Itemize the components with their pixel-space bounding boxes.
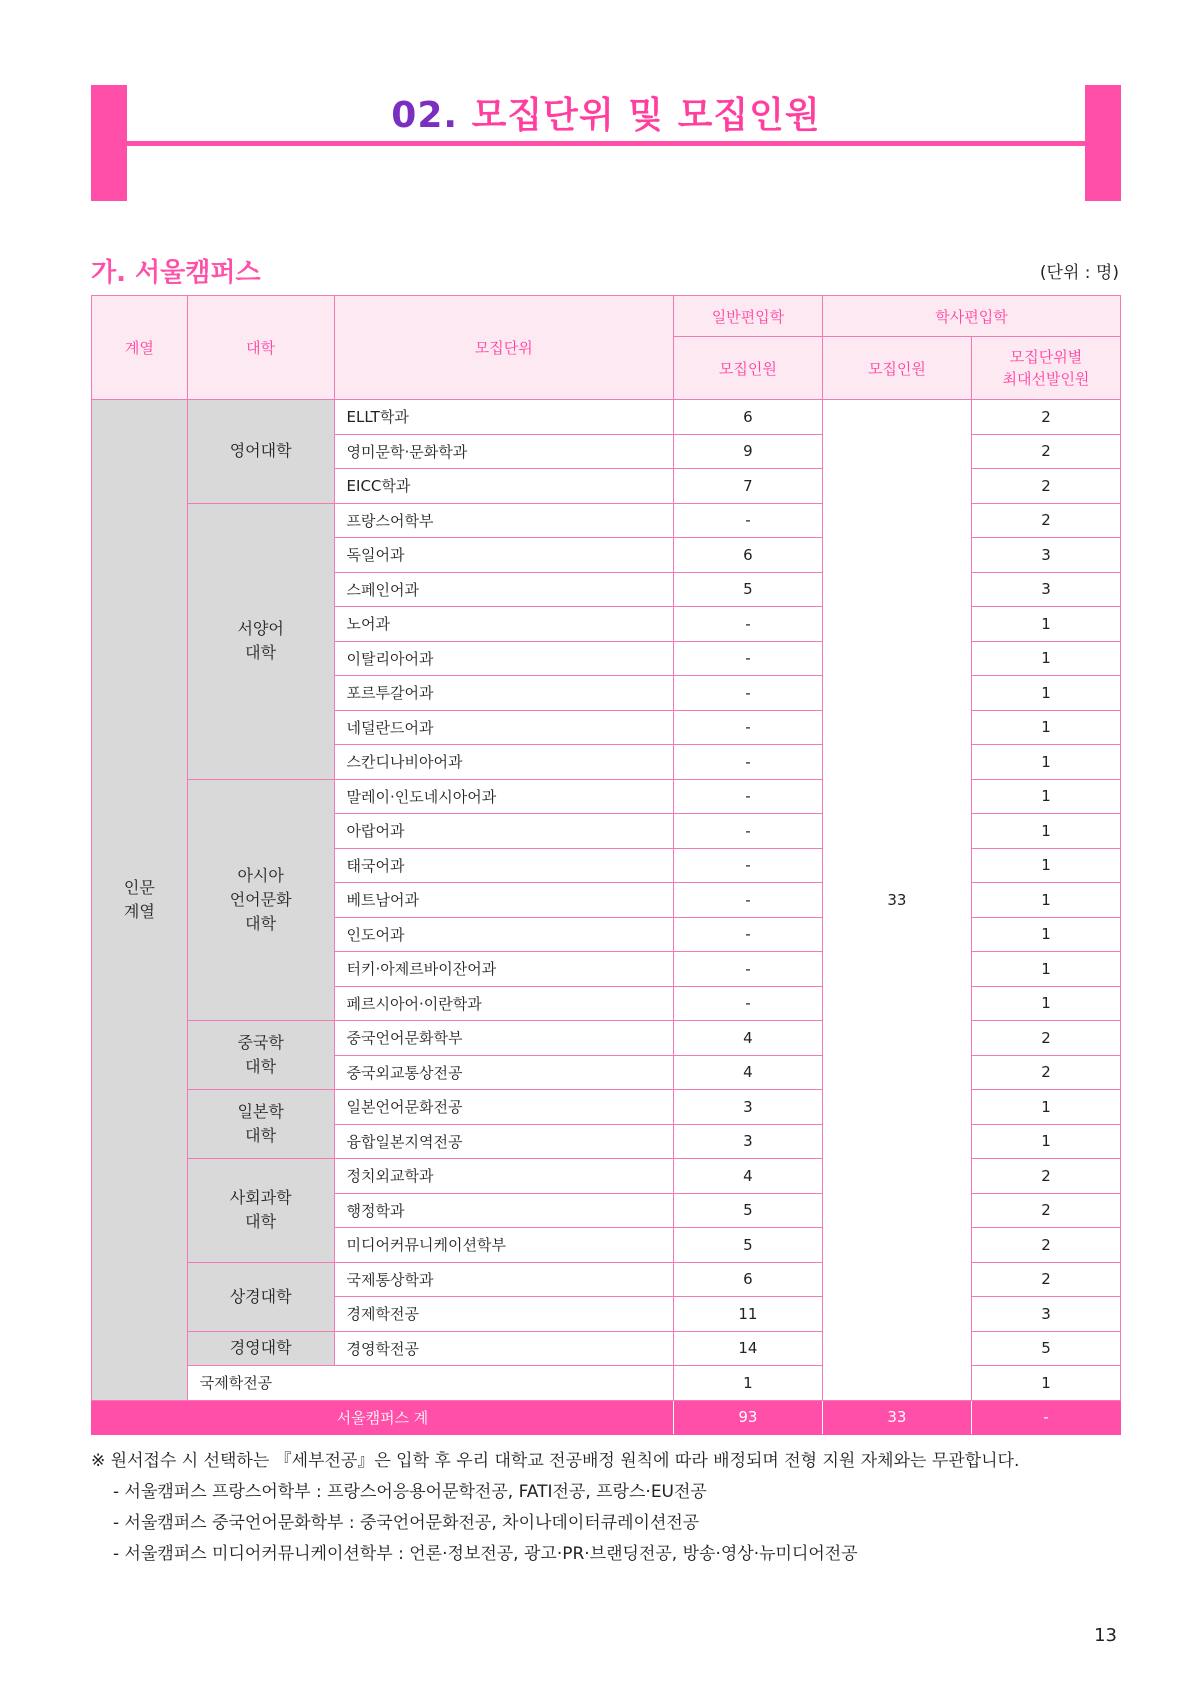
title-banner: [91, 85, 1121, 201]
max-selection-cell: 3: [971, 572, 1120, 607]
unit-cell: 아랍어과: [334, 814, 673, 849]
page-title-number: 02.: [391, 95, 459, 136]
general-count-cell: 5: [673, 1193, 822, 1228]
unit-cell: 행정학과: [334, 1193, 673, 1228]
max-selection-cell: 2: [971, 434, 1120, 469]
series-cell: 인문 계열: [92, 400, 188, 1401]
unit-cell: 중국외교통상전공: [334, 1055, 673, 1090]
college-cell: 서양어 대학: [187, 503, 334, 779]
notes: [91, 1446, 1131, 1570]
max-selection-cell: 1: [971, 676, 1120, 711]
note-item: - 서울캠퍼스 미디어커뮤니케이션학부 : 언론·정보전공, 광고·PR·브랜딩전공, 방송·영상·뉴미디어전공: [113, 1544, 858, 1564]
max-selection-cell: 2: [971, 1021, 1120, 1056]
general-count-cell: 9: [673, 434, 822, 469]
unit-cell: 포르투갈어과: [334, 676, 673, 711]
header-bachelor-count: 모집인원: [822, 337, 971, 400]
general-count-cell: 5: [673, 572, 822, 607]
college-cell: 아시아 언어문화 대학: [187, 779, 334, 1021]
unit-cell: 페르시아어·이란학과: [334, 986, 673, 1021]
unit-cell: 인도어과: [334, 917, 673, 952]
section-title: 가. 서울캠퍼스: [91, 258, 261, 288]
general-count-cell: 6: [673, 1262, 822, 1297]
general-count-cell: 6: [673, 400, 822, 435]
general-count-cell: 5: [673, 1228, 822, 1263]
bachelor-count-cell: 33: [822, 400, 971, 1401]
max-selection-cell: 1: [971, 986, 1120, 1021]
max-selection-cell: 2: [971, 503, 1120, 538]
unit-cell: 독일어과: [334, 538, 673, 573]
general-count-cell: 6: [673, 538, 822, 573]
unit-cell: 영미문학·문화학과: [334, 434, 673, 469]
admission-table: [91, 295, 1121, 1435]
max-selection-cell: 2: [971, 1159, 1120, 1194]
general-count-cell: 4: [673, 1021, 822, 1056]
unit-cell: 스칸디나비아어과: [334, 745, 673, 780]
note-item: - 서울캠퍼스 프랑스어학부 : 프랑스어응용어문학전공, FATI전공, 프랑스·EU전공: [113, 1482, 707, 1502]
unit-cell: 말레이·인도네시아어과: [334, 779, 673, 814]
max-selection-cell: 1: [971, 917, 1120, 952]
general-count-cell: 4: [673, 1055, 822, 1090]
max-selection-cell: 1: [971, 848, 1120, 883]
unit-cell: 융합일본지역전공: [334, 1124, 673, 1159]
general-count-cell: -: [673, 779, 822, 814]
college-cell: 중국학 대학: [187, 1021, 334, 1090]
note-main: ※ 원서접수 시 선택하는 『세부전공』은 입학 후 우리 대학교 전공배정 원칙에 따라 배정되며 전형 지원 자체와는 무관합니다.: [91, 1451, 1020, 1471]
general-count-cell: 4: [673, 1159, 822, 1194]
unit-cell: 경영학전공: [334, 1331, 673, 1366]
max-selection-cell: 1: [971, 1366, 1120, 1401]
max-selection-cell: 2: [971, 469, 1120, 504]
general-count-cell: 3: [673, 1124, 822, 1159]
header-general: 일반편입학: [673, 296, 822, 337]
max-selection-cell: 2: [971, 1193, 1120, 1228]
max-selection-cell: 5: [971, 1331, 1120, 1366]
general-count-cell: -: [673, 952, 822, 987]
unit-cell: 정치외교학과: [334, 1159, 673, 1194]
header-general-count: 모집인원: [673, 337, 822, 400]
general-count-cell: -: [673, 883, 822, 918]
general-count-cell: -: [673, 641, 822, 676]
max-selection-cell: 2: [971, 1262, 1120, 1297]
max-selection-cell: 1: [971, 779, 1120, 814]
unit-cell: 터키·아제르바이잔어과: [334, 952, 673, 987]
unit-cell: 노어과: [334, 607, 673, 642]
total-row: [92, 1400, 1121, 1435]
header-bachelor: 학사편입학: [822, 296, 1120, 337]
max-selection-cell: 1: [971, 1124, 1120, 1159]
unit-cell: 프랑스어학부: [334, 503, 673, 538]
unit-cell: 스페인어과: [334, 572, 673, 607]
header-series: 계열: [92, 296, 188, 400]
table-row: [92, 400, 1121, 435]
unit-cell: 경제학전공: [334, 1297, 673, 1332]
unit-cell: EICC학과: [334, 469, 673, 504]
page-title: [91, 87, 1121, 138]
general-count-cell: -: [673, 676, 822, 711]
max-selection-cell: 3: [971, 1297, 1120, 1332]
college-cell: 상경대학: [187, 1262, 334, 1331]
unit-cell: 국제학전공: [187, 1366, 673, 1401]
general-count-cell: -: [673, 848, 822, 883]
max-selection-cell: 2: [971, 1055, 1120, 1090]
general-count-cell: -: [673, 986, 822, 1021]
max-selection-cell: 2: [971, 1228, 1120, 1263]
unit-label: (단위 : 명): [1039, 263, 1119, 283]
general-count-cell: -: [673, 710, 822, 745]
college-cell: 경영대학: [187, 1331, 334, 1366]
general-count-cell: -: [673, 917, 822, 952]
max-selection-cell: 1: [971, 883, 1120, 918]
total-label: 서울캠퍼스 계: [92, 1400, 674, 1435]
general-count-cell: -: [673, 745, 822, 780]
max-selection-cell: 2: [971, 400, 1120, 435]
unit-cell: 미디어커뮤니케이션학부: [334, 1228, 673, 1263]
table-body: [92, 400, 1121, 1435]
unit-cell: 네덜란드어과: [334, 710, 673, 745]
header-college: 대학: [187, 296, 334, 400]
header-unit: 모집단위: [334, 296, 673, 400]
college-cell: 영어대학: [187, 400, 334, 504]
page-title-text: 모집단위 및 모집인원: [471, 95, 821, 136]
unit-cell: ELLT학과: [334, 400, 673, 435]
note-item: - 서울캠퍼스 중국언어문화학부 : 중국언어문화전공, 차이나데이터큐레이션전공: [113, 1513, 700, 1533]
general-count-cell: 14: [673, 1331, 822, 1366]
max-selection-cell: 1: [971, 814, 1120, 849]
banner-line: [127, 141, 1085, 146]
max-selection-cell: 1: [971, 745, 1120, 780]
general-count-cell: -: [673, 814, 822, 849]
max-selection-cell: 1: [971, 710, 1120, 745]
general-count-cell: 11: [673, 1297, 822, 1332]
max-selection-cell: 1: [971, 607, 1120, 642]
college-cell: 일본학 대학: [187, 1090, 334, 1159]
college-cell: 사회과학 대학: [187, 1159, 334, 1263]
unit-cell: 중국언어문화학부: [334, 1021, 673, 1056]
general-count-cell: -: [673, 607, 822, 642]
max-selection-cell: 3: [971, 538, 1120, 573]
unit-cell: 일본언어문화전공: [334, 1090, 673, 1125]
general-count-cell: -: [673, 503, 822, 538]
page-number: 13: [1094, 1625, 1117, 1646]
general-count-cell: 3: [673, 1090, 822, 1125]
max-selection-cell: 1: [971, 952, 1120, 987]
unit-cell: 이탈리아어과: [334, 641, 673, 676]
total-max: -: [971, 1400, 1120, 1435]
total-general: 93: [673, 1400, 822, 1435]
header-max-selection: 모집단위별 최대선발인원: [971, 337, 1120, 400]
max-selection-cell: 1: [971, 641, 1120, 676]
general-count-cell: 1: [673, 1366, 822, 1401]
max-selection-cell: 1: [971, 1090, 1120, 1125]
unit-cell: 국제통상학과: [334, 1262, 673, 1297]
general-count-cell: 7: [673, 469, 822, 504]
total-bachelor: 33: [822, 1400, 971, 1435]
unit-cell: 태국어과: [334, 848, 673, 883]
unit-cell: 베트남어과: [334, 883, 673, 918]
